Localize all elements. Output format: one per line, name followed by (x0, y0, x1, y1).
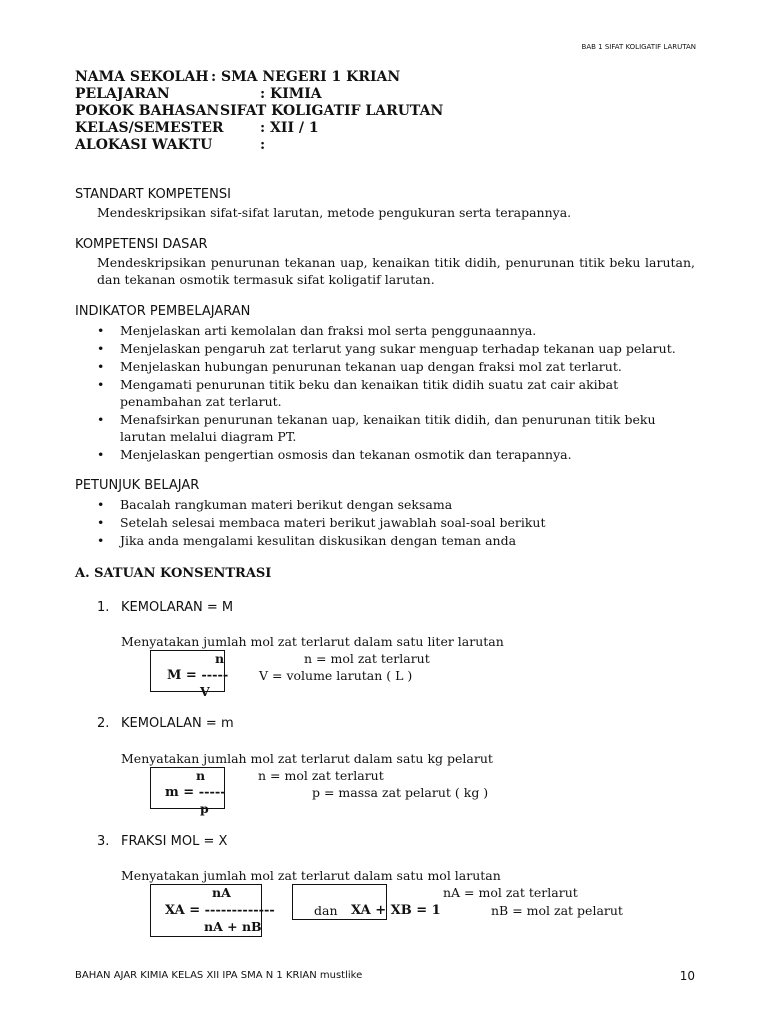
molaritas-def-v: V = volume larutan ( L ) (259, 668, 413, 683)
list-item-text: Setelah selesai membaca materi berikut jawablah soal-soal berikut (120, 515, 546, 530)
list-item-text: Jika anda mengalami kesulitan diskusikan dengan teman anda (120, 533, 517, 548)
molaritas-numerator: n (215, 651, 225, 666)
meta-school-label: NAMA SEKOLAH (75, 69, 209, 85)
kd-text: Mendeskripsikan penurunan tekanan uap, kenaikan titik didih, penurunan titik beku larutan, dan tekanan osmotik termasuk sifat koligatif larutan. (97, 255, 695, 287)
list-item (97, 340, 687, 357)
list-item (97, 532, 687, 549)
molalitas-def-p: p = massa zat pelarut ( kg ) (312, 785, 489, 800)
molalitas-lhs: m = ----- (165, 785, 226, 800)
list-item (97, 446, 687, 463)
running-header: BAB 1 SIFAT KOLIGATIF LARUTAN (581, 43, 696, 51)
molaritas-desc: Menyatakan jumlah mol zat terlarut dalam satu liter larutan (121, 634, 504, 649)
bullet-icon: • (97, 341, 105, 356)
petunjuk-heading: PETUNJUK BELAJAR (75, 478, 200, 493)
fraksi-dan: dan (314, 903, 338, 918)
fraksi-sum: XA + XB = 1 (351, 903, 441, 918)
list-item-text: Mengamati penurunan titik beku dan kenaikan titik didih suatu zat cair akibat penambahan zat terlarut. (120, 377, 619, 409)
bullet-icon: • (97, 447, 105, 462)
fraksi-def-na: nA = mol zat terlarut (443, 885, 578, 900)
list-item (97, 514, 687, 531)
fraksi-title: FRAKSI MOL = X (121, 834, 228, 849)
molaritas-denominator: V (200, 684, 210, 699)
bullet-icon: • (97, 533, 105, 548)
bullet-icon: • (97, 497, 105, 512)
indikator-heading: INDIKATOR PEMBELAJARAN (75, 304, 251, 319)
list-item-text: Menafsirkan penurunan tekanan uap, kenaikan titik didih, dan penurunan titik beku larutan melalui diagram PT. (120, 412, 656, 444)
molalitas-desc: Menyatakan jumlah mol zat terlarut dalam satu kg pelarut (121, 751, 493, 766)
fraksi-numerator: nA (212, 885, 231, 900)
molalitas-numerator: n (196, 768, 206, 783)
molaritas-lhs: M = ----- (167, 668, 229, 683)
bullet-icon: • (97, 515, 105, 530)
list-item-text: Menjelaskan pengertian osmosis dan tekanan osmotik dan terapannya. (120, 447, 572, 462)
list-item-text: Menjelaskan arti kemolalan dan fraksi mol serta penggunaannya. (120, 323, 537, 338)
fraksi-def-nb: nB = mol zat pelarut (491, 903, 623, 918)
bullet-icon: • (97, 377, 105, 392)
section-a-title: A. SATUAN KONSENTRASI (75, 566, 272, 581)
list-item-text: Menjelaskan pengaruh zat terlarut yang sukar menguap terhadap tekanan uap pelarut. (120, 341, 676, 356)
meta-school-value: : SMA NEGERI 1 KRIAN (211, 69, 401, 85)
meta-class-value: : XII / 1 (260, 120, 319, 136)
page-number: 10 (679, 969, 695, 983)
meta-topic-label: POKOK BAHASAN (75, 103, 220, 119)
fraksi-lhs: XA = ------------- (165, 903, 275, 918)
molalitas-denominator: p (200, 801, 209, 816)
list-item (97, 358, 687, 375)
item-1-number: 1. (97, 600, 110, 615)
list-item-text: Menjelaskan hubungan penurunan tekanan uap dengan fraksi mol zat terlarut. (120, 359, 622, 374)
footer-text: BAHAN AJAR KIMIA KELAS XII IPA SMA N 1 KRIAN mustlike (75, 970, 363, 981)
sk-heading: STANDART KOMPETENSI (75, 187, 231, 202)
indikator-list (97, 322, 687, 464)
list-item (97, 376, 687, 410)
list-item (97, 322, 687, 339)
bullet-icon: • (97, 359, 105, 374)
meta-time (75, 137, 266, 153)
bullet-icon: • (97, 323, 105, 338)
sk-text: Mendeskripsikan sifat-sifat larutan, metode pengukuran serta terapannya. (97, 205, 572, 220)
item-3-number: 3. (97, 834, 110, 849)
meta-time-label: ALOKASI WAKTU (75, 137, 213, 153)
meta-subject (75, 86, 322, 102)
meta-school (75, 69, 401, 85)
meta-topic (75, 103, 444, 119)
item-2-number: 2. (97, 716, 110, 731)
molalitas-def-n: n = mol zat terlarut (258, 768, 384, 783)
meta-subject-label: PELAJARAN (75, 86, 170, 102)
fraksi-denominator: nA + nB (204, 919, 262, 934)
bullet-icon: • (97, 412, 105, 427)
meta-time-value: : (260, 137, 266, 153)
meta-class-label: KELAS/SEMESTER (75, 120, 224, 136)
petunjuk-list (97, 496, 687, 550)
kd-heading: KOMPETENSI DASAR (75, 237, 208, 252)
fraksi-desc: Menyatakan jumlah mol zat terlarut dalam satu mol larutan (121, 868, 501, 883)
molaritas-def-n: n = mol zat terlarut (304, 651, 430, 666)
list-item (97, 496, 687, 513)
meta-topic-value: SIFAT KOLIGATIF LARUTAN (220, 103, 444, 119)
meta-subject-value: : KIMIA (260, 86, 322, 102)
list-item (97, 411, 687, 445)
list-item-text: Bacalah rangkuman materi berikut dengan seksama (120, 497, 453, 512)
meta-class (75, 120, 319, 136)
molalitas-title: KEMOLALAN = m (121, 716, 234, 731)
molaritas-title: KEMOLARAN = M (121, 600, 234, 615)
